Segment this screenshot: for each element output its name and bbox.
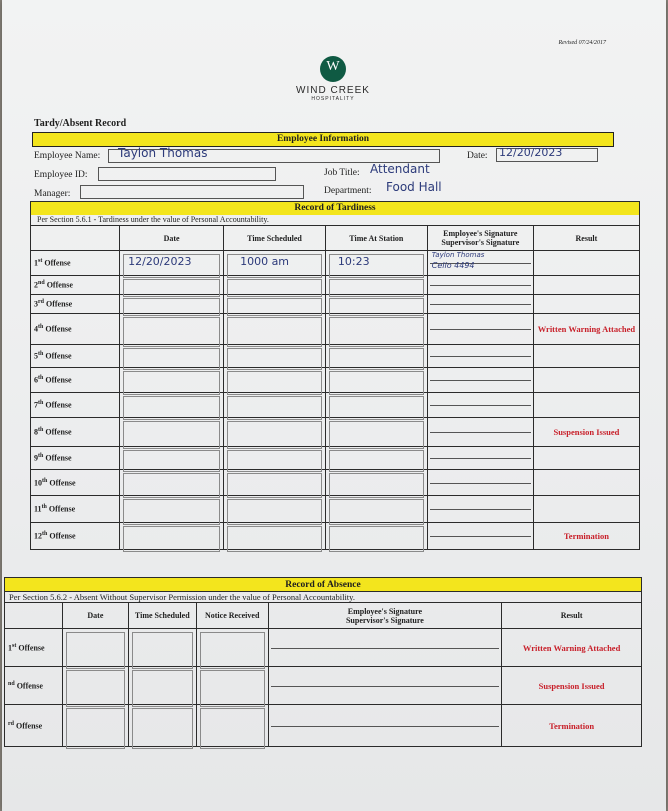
offense-label: 3rd Offense <box>31 295 120 314</box>
absence-row <box>5 705 642 747</box>
absence-table <box>4 577 642 747</box>
date-cell[interactable] <box>120 470 224 496</box>
time-at-station-cell[interactable] <box>325 276 427 295</box>
signature-cell[interactable] <box>427 523 533 550</box>
signature-cell[interactable] <box>427 368 533 393</box>
abs-date-cell[interactable] <box>62 705 128 747</box>
col-employee-signature: Employee's Signature <box>443 229 518 238</box>
tardiness-row <box>31 295 640 314</box>
tardiness-policy: Per Section 5.6.1 - Tardiness under the value of Personal Accountability. <box>31 215 640 226</box>
offense-label: 6th Offense <box>31 368 120 393</box>
date-cell[interactable] <box>120 523 224 550</box>
offense-label: 12th Offense <box>31 523 120 550</box>
time-at-station-cell[interactable] <box>325 393 427 418</box>
signature-cell[interactable] <box>427 447 533 470</box>
result-cell <box>533 368 639 393</box>
time-scheduled-cell[interactable] <box>224 418 326 447</box>
absence-header: Record of Absence <box>5 578 642 592</box>
tardiness-row <box>31 470 640 496</box>
time-at-station-cell[interactable]: 10:23 <box>325 251 427 276</box>
offense-label: 5th Offense <box>31 345 120 368</box>
date-label: Date: <box>467 151 488 161</box>
absence-row <box>5 667 642 705</box>
time-at-station-cell[interactable] <box>325 345 427 368</box>
time-at-station-cell[interactable] <box>325 447 427 470</box>
time-at-station-cell[interactable] <box>325 418 427 447</box>
abs-result-cell: Written Warning Attached <box>502 629 642 667</box>
tardiness-row <box>31 393 640 418</box>
result-cell <box>533 276 639 295</box>
time-scheduled-cell[interactable] <box>224 295 326 314</box>
offense-label: 7th Offense <box>31 393 120 418</box>
signature-cell[interactable] <box>427 345 533 368</box>
time-scheduled-cell[interactable] <box>224 523 326 550</box>
employee-name-value: Taylon Thomas <box>118 146 208 160</box>
tardiness-row <box>31 418 640 447</box>
signature-cell[interactable] <box>427 496 533 523</box>
abs-signature-cell[interactable] <box>268 705 502 747</box>
abs-col-time-scheduled: Time Scheduled <box>128 603 196 629</box>
date-cell[interactable] <box>120 276 224 295</box>
abs-signature-cell[interactable] <box>268 667 502 705</box>
date-cell[interactable] <box>120 368 224 393</box>
absence-row <box>5 629 642 667</box>
offense-label: 9th Offense <box>31 447 120 470</box>
signature-cell[interactable] <box>427 251 533 276</box>
col-time-at-station: Time At Station <box>325 226 427 251</box>
company-logo <box>278 56 388 102</box>
offense-label: 2nd Offense <box>31 276 120 295</box>
employee-name-label: Employee Name: <box>34 151 101 161</box>
offense-label: 11th Offense <box>31 496 120 523</box>
abs-offense-header <box>5 603 63 629</box>
abs-time-scheduled-cell[interactable] <box>128 629 196 667</box>
offense-header <box>31 226 120 251</box>
time-scheduled-cell[interactable] <box>224 314 326 345</box>
logo-subtitle: HOSPITALITY <box>311 96 355 102</box>
result-cell <box>533 251 639 276</box>
time-scheduled-cell[interactable] <box>224 496 326 523</box>
abs-notice-cell[interactable] <box>196 705 268 747</box>
time-at-station-cell[interactable] <box>325 314 427 345</box>
time-at-station-cell[interactable] <box>325 368 427 393</box>
offense-label: 1st Offense <box>31 251 120 276</box>
tardiness-row <box>31 496 640 523</box>
offense-label: 10th Offense <box>31 470 120 496</box>
date-cell[interactable] <box>120 345 224 368</box>
tardiness-row <box>31 345 640 368</box>
tardiness-row <box>31 276 640 295</box>
abs-col-signatures <box>268 603 502 629</box>
abs-col-result: Result <box>502 603 642 629</box>
result-cell <box>533 345 639 368</box>
time-at-station-cell[interactable] <box>325 523 427 550</box>
abs-date-cell[interactable] <box>62 667 128 705</box>
abs-time-scheduled-cell[interactable] <box>128 705 196 747</box>
abs-notice-cell[interactable] <box>196 667 268 705</box>
abs-notice-cell[interactable] <box>196 629 268 667</box>
time-at-station-cell[interactable] <box>325 295 427 314</box>
abs-col-date: Date <box>62 603 128 629</box>
col-signatures <box>427 226 533 251</box>
signature-cell[interactable] <box>427 314 533 345</box>
signature-cell[interactable] <box>427 393 533 418</box>
result-cell: Termination <box>533 523 639 550</box>
abs-offense-label: $^{rd}$ Offense <box>5 705 63 747</box>
result-cell: Written Warning Attached <box>533 314 639 345</box>
offense-label: 4th Offense <box>31 314 120 345</box>
department-label: Department: <box>324 186 372 196</box>
date-cell[interactable] <box>120 447 224 470</box>
result-cell <box>533 295 639 314</box>
job-title-label: Job Title: <box>324 168 360 178</box>
employee-info-header: Employee Information <box>32 132 614 147</box>
time-at-station-cell[interactable] <box>325 470 427 496</box>
offense-label: 8th Offense <box>31 418 120 447</box>
abs-result-cell: Suspension Issued <box>502 667 642 705</box>
tardiness-header: Record of Tardiness <box>31 202 640 215</box>
tardiness-row <box>31 368 640 393</box>
tardiness-row <box>31 314 640 345</box>
signature-cell[interactable] <box>427 470 533 496</box>
date-cell[interactable] <box>120 295 224 314</box>
employee-signature: Taylon Thomas <box>431 251 485 259</box>
form-title: Tardy/Absent Record <box>34 118 127 129</box>
time-scheduled-cell[interactable] <box>224 393 326 418</box>
time-scheduled-cell[interactable] <box>224 470 326 496</box>
date-value: 12/20/2023 <box>499 146 563 159</box>
tardiness-row <box>31 447 640 470</box>
abs-offense-label: 1st Offense <box>5 629 63 667</box>
result-cell <box>533 496 639 523</box>
time-scheduled-cell[interactable] <box>224 345 326 368</box>
date-cell[interactable] <box>120 418 224 447</box>
supervisor-signature: Cello 4494 <box>431 261 475 270</box>
employee-id-label: Employee ID: <box>34 170 88 180</box>
manager-field[interactable] <box>80 185 304 199</box>
employee-id-field[interactable] <box>98 167 276 181</box>
result-cell <box>533 470 639 496</box>
date-cell[interactable] <box>120 393 224 418</box>
time-scheduled-cell[interactable] <box>224 276 326 295</box>
result-cell <box>533 447 639 470</box>
abs-time-scheduled-cell[interactable] <box>128 667 196 705</box>
date-cell[interactable] <box>120 314 224 345</box>
wind-creek-logo-icon: W <box>320 56 346 82</box>
abs-offense-label: $^{nd}$ Offense <box>5 667 63 705</box>
logo-name: WIND CREEK <box>296 85 370 96</box>
tardiness-row <box>31 251 640 276</box>
time-at-station-cell[interactable] <box>325 496 427 523</box>
abs-col-employee-signature: Employee's Signature <box>347 606 423 616</box>
department-value: Food Hall <box>386 180 442 194</box>
job-title-value: Attendant <box>370 162 430 176</box>
tardiness-table <box>30 201 640 550</box>
abs-col-notice: Notice Received <box>196 603 268 629</box>
revision-date: Revised 07/24/2017 <box>558 40 606 46</box>
col-time-scheduled: Time Scheduled <box>224 226 326 251</box>
abs-result-cell: Termination <box>502 705 642 747</box>
absence-policy: Per Section 5.6.2 - Absent Without Supervisor Permission under the value of Personal Accountability. <box>5 592 642 603</box>
date-cell[interactable] <box>120 496 224 523</box>
abs-date-cell[interactable] <box>62 629 128 667</box>
col-supervisor-signature: Supervisor's Signature <box>441 238 520 247</box>
manager-label: Manager: <box>34 189 71 199</box>
time-scheduled-cell[interactable]: 1000 am <box>224 251 326 276</box>
abs-col-supervisor-signature: Supervisor's Signature <box>345 615 424 625</box>
date-cell[interactable]: 12/20/2023 <box>120 251 224 276</box>
abs-signature-cell[interactable] <box>268 629 502 667</box>
signature-cell[interactable] <box>427 418 533 447</box>
result-cell: Suspension Issued <box>533 418 639 447</box>
time-scheduled-cell[interactable] <box>224 447 326 470</box>
tardiness-row <box>31 523 640 550</box>
time-scheduled-cell[interactable] <box>224 368 326 393</box>
result-cell <box>533 393 639 418</box>
col-date: Date <box>120 226 224 251</box>
signature-cell[interactable] <box>427 295 533 314</box>
col-result: Result <box>533 226 639 251</box>
signature-cell[interactable] <box>427 276 533 295</box>
form-page <box>2 0 666 811</box>
